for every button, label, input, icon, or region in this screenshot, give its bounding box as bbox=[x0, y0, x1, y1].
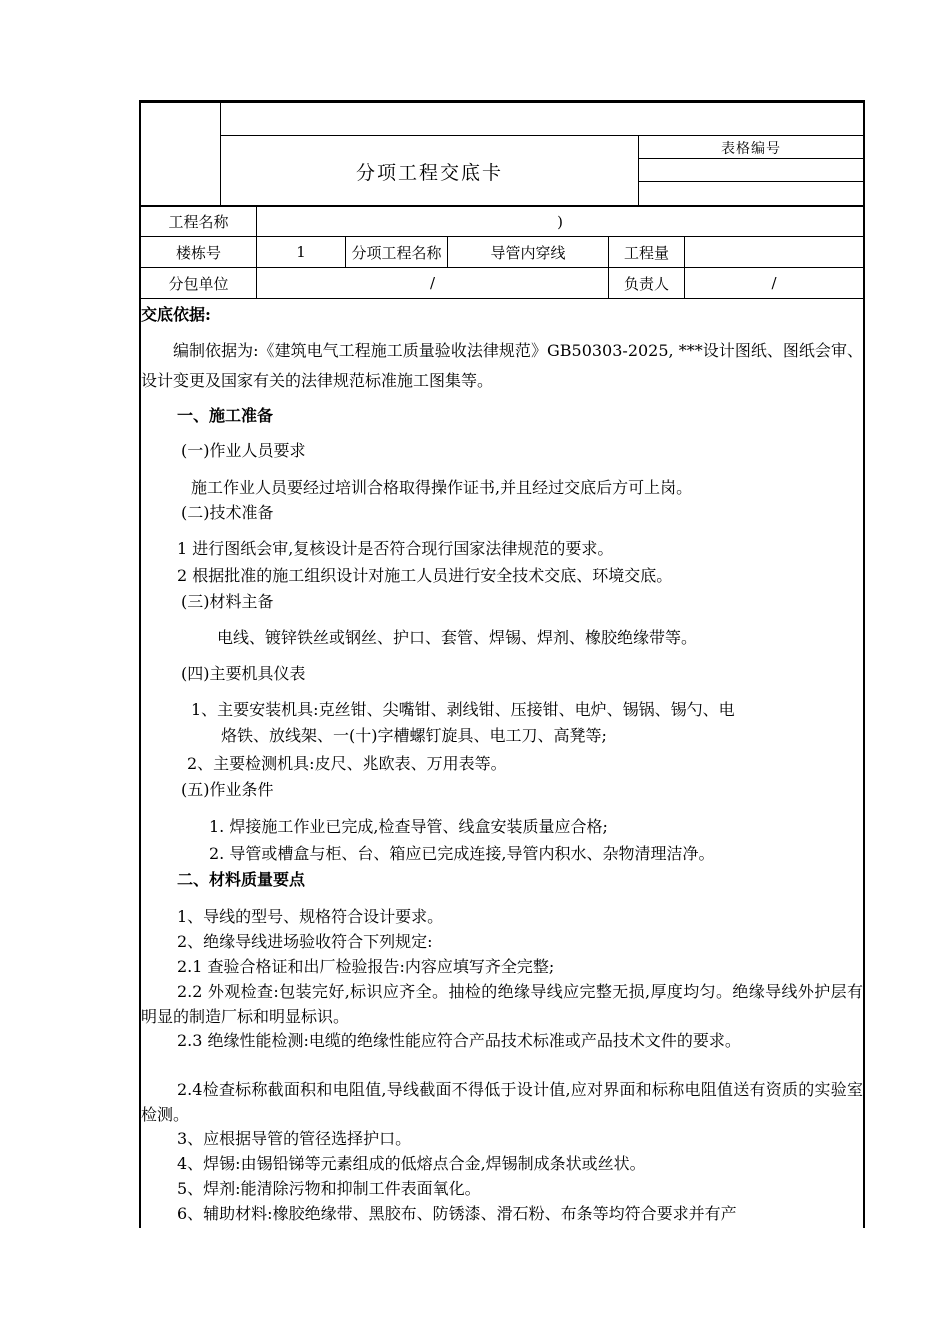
project-name-value[interactable]: ) bbox=[557, 212, 563, 231]
page-title: 分项工程交底卡 bbox=[355, 161, 503, 184]
section-2-item-1: 1、导线的型号、规格符合设计要求。 bbox=[177, 907, 444, 926]
section-1-2-item-2: 2 根据批准的施工组织设计对施工人员进行安全技术交底、环境交底。 bbox=[177, 566, 673, 585]
section-1-4-item-1a: 1、主要安装机具:克丝钳、尖嘴钳、剥线钳、压接钳、电炉、锡锅、锡勺、电 bbox=[191, 700, 735, 719]
section-2-item-2-3: 2.3 绝缘性能检测:电缆的绝缘性能应符合产品技术标准或产品技术文件的要求。 bbox=[177, 1031, 741, 1050]
building-label: 楼栋号 bbox=[175, 243, 221, 262]
section-1-1-text: 施工作业人员要经过培训合格取得操作证书,并且经过交底后方可上岗。 bbox=[191, 478, 693, 497]
section-1-5-heading: (五)作业条件 bbox=[181, 780, 274, 799]
formno-hline-2 bbox=[639, 181, 863, 182]
section-1-3-heading: (三)材料主备 bbox=[181, 592, 274, 611]
section-2-item-5: 5、焊剂:能清除污物和抑制工件表面氧化。 bbox=[177, 1179, 481, 1198]
section-2-item-2-1: 2.1 查验合格证和出厂检验报告:内容应填写齐全完整; bbox=[177, 957, 555, 976]
section-1-heading: 一、施工准备 bbox=[177, 406, 274, 425]
quantity-label: 工程量 bbox=[623, 243, 669, 262]
section-1-3-text: 电线、镀锌铁丝或钢丝、护口、套管、焊锡、焊剂、橡胶绝缘带等。 bbox=[217, 628, 698, 647]
person-value[interactable]: / bbox=[771, 274, 777, 292]
person-label: 负责人 bbox=[623, 274, 669, 293]
section-1-5-item-2: 2. 导管或槽盒与柜、台、箱应已完成连接,导管内积水、杂物清理洁净。 bbox=[209, 844, 715, 863]
form-number-value[interactable] bbox=[639, 159, 863, 181]
section-1-2-item-1: 1 进行图纸会审,复核设计是否符合现行国家法律规范的要求。 bbox=[177, 539, 614, 558]
section-2-heading: 二、材料质量要点 bbox=[177, 870, 306, 889]
section-1-4-heading: (四)主要机具仪表 bbox=[181, 664, 306, 683]
form-number-label: 表格编号 bbox=[721, 140, 781, 157]
section-1-2-heading: (二)技术准备 bbox=[181, 503, 274, 522]
building-value[interactable]: 1 bbox=[296, 243, 306, 261]
subitem-label: 分项工程名称 bbox=[351, 243, 442, 262]
section-2-item-2: 2、绝缘导线进场验收符合下列规定: bbox=[177, 932, 433, 951]
section-1-5-item-1: 1. 焊接施工作业已完成,检查导管、线盒安装质量应合格; bbox=[209, 817, 608, 836]
section-1-1-heading: (一)作业人员要求 bbox=[181, 441, 306, 460]
section-2-item-4: 4、焊锡:由锡铅锑等元素组成的低熔点合金,焊锡制成条状或丝状。 bbox=[177, 1154, 646, 1173]
section-1-4-item-1b: 烙铁、放线架、一(十)字槽螺钉旋具、电工刀、高凳等; bbox=[221, 726, 607, 745]
info-hline-3 bbox=[141, 298, 863, 299]
section-2-item-3: 3、应根据导管的管径选择护口。 bbox=[177, 1129, 412, 1148]
section-2-item-6: 6、辅助材料:橡胶绝缘带、黑胶布、防锈漆、滑石粉、布条等均符合要求并有产 bbox=[177, 1204, 737, 1223]
quantity-value[interactable] bbox=[685, 237, 863, 267]
subcontractor-value[interactable]: / bbox=[429, 274, 436, 292]
section-2-item-2-4: 2.4检查标称截面积和电阻值,导线截面不得低于设计值,应对界面和标称电阻值送有资质的实验室检测。 bbox=[141, 1080, 863, 1124]
basis-text: 编制依据为:《建筑电气工程施工质量验收法律规范》GB50303-2025, ***设计图纸、图纸会审、设计变更及国家有关的法律规范标准施工图集等。 bbox=[141, 341, 863, 390]
basis-heading: 交底依据: bbox=[141, 305, 211, 324]
subcontractor-label: 分包单位 bbox=[168, 274, 229, 293]
handover-card bbox=[139, 100, 865, 1228]
subitem-value[interactable]: 导管内穿线 bbox=[490, 243, 566, 262]
project-name-label: 工程名称 bbox=[168, 213, 229, 231]
section-1-4-item-2: 2、主要检测机具:皮尺、兆欧表、万用表等。 bbox=[187, 754, 507, 773]
section-2-item-2-2: 2.2 外观检查:包装完好,标识应齐全。抽检的绝缘导线应完整无损,厚度均匀。绝缘导线外护层有明显的制造厂标和明显标识。 bbox=[141, 982, 863, 1026]
